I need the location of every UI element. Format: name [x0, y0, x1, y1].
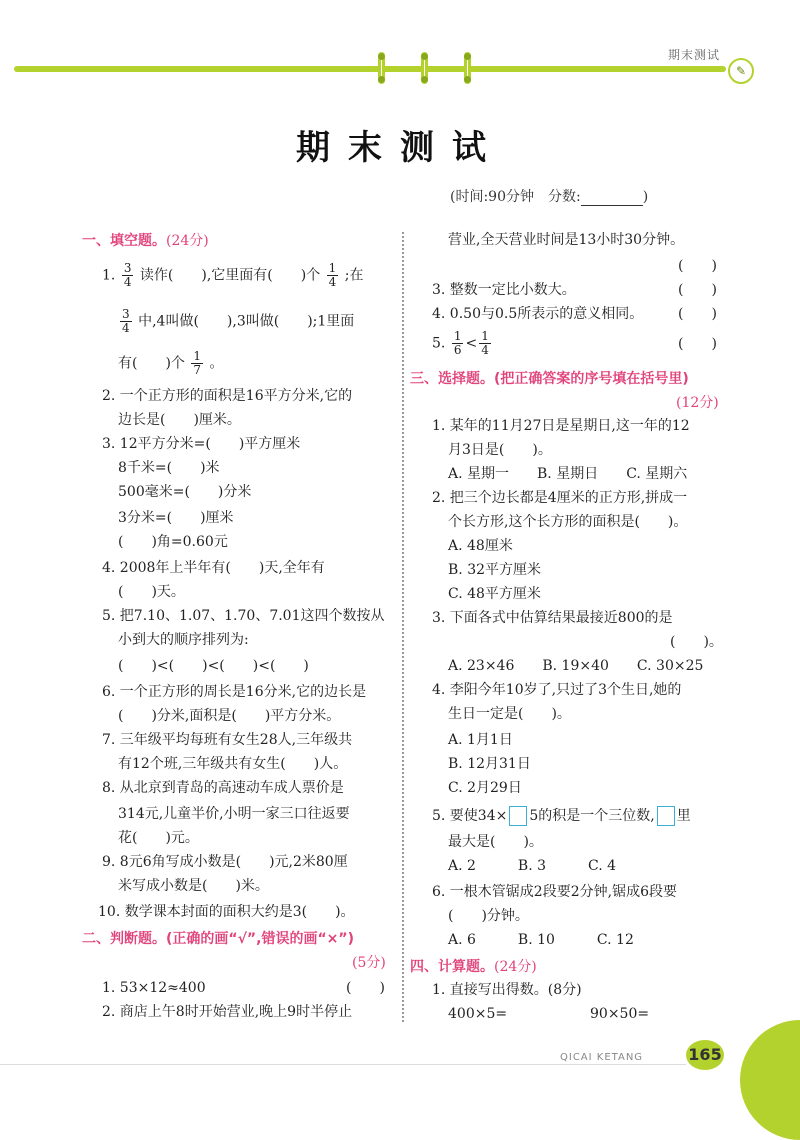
question-10: 10. 数学课本封面的面积大约是3( )。	[98, 904, 355, 920]
choice-3-options: A. 23×46 B. 19×40 C. 30×25	[448, 658, 704, 674]
question-5-cont: 小到大的顺序排列为:	[118, 632, 249, 648]
header-label: 期末测试	[668, 48, 721, 62]
judge-3: 3. 整数一定比小数大。	[432, 282, 576, 298]
choice-3: 3. 下面各式中估算结果最接近800的是	[432, 610, 673, 626]
section-calculation-title: 四、计算题。(24分)	[410, 959, 537, 975]
judge-5: 5. $\frac{1}{6}$ < $\frac{1}{4}$	[432, 329, 489, 357]
choice-1-options: A. 星期一 B. 星期日 C. 星期六	[448, 466, 688, 482]
section-true-false-title: 二、判断题。(正确的画“√”,错误的画“×”)	[82, 931, 354, 947]
page-number: 165	[686, 1040, 724, 1070]
answer-box[interactable]	[657, 806, 675, 826]
choice-4-option-c: C. 2月29日	[448, 780, 522, 796]
question-3-item: 500毫米=( )分米	[118, 484, 252, 500]
fraction: $\frac{1}{6}$	[453, 329, 462, 357]
question-8-cont: 314元,儿童半价,小明一家三口往返要	[118, 806, 350, 822]
choice-5: 5. 要使34× 5的积是一个三位数, 里	[432, 808, 691, 824]
question-3-item: 3分米=( )厘米	[118, 510, 234, 526]
binder-ring-icon	[378, 52, 385, 84]
question-7: 7. 三年级平均每班有女生28人,三年级共	[102, 732, 353, 748]
question-8: 8. 从北京到青岛的高速动车成人票价是	[102, 780, 344, 796]
judge-2-mark[interactable]: ( )	[678, 258, 717, 274]
choice-4-option-a: A. 1月1日	[448, 732, 513, 748]
page-title: 期末测试	[296, 128, 504, 168]
calc-1: 1. 直接写出得数。(8分)	[432, 982, 582, 998]
judge-1-mark[interactable]: ( )	[346, 980, 385, 996]
question-1-line-3: 有( )个 $\frac{1}{7}$ 。	[118, 349, 224, 377]
answer-box[interactable]	[509, 806, 527, 826]
section-true-false-points: (5分)	[352, 955, 386, 971]
calc-item: 400×5=	[448, 1006, 508, 1022]
fraction: $\frac{3}{4}$	[123, 261, 132, 289]
choice-5-options: A. 2 B. 3 C. 4	[448, 858, 617, 874]
question-2: 2. 一个正方形的面积是16平方分米,它的	[102, 388, 353, 404]
choice-4-option-b: B. 12月31日	[448, 756, 531, 772]
calc-item: 90×50=	[590, 1006, 650, 1022]
binder-ring-icon	[421, 52, 428, 84]
judge-2-cont: 营业,全天营业时间是13小时30分钟。	[448, 232, 685, 248]
footer-brand: QICAI KETANG	[560, 1052, 644, 1063]
judge-5-mark[interactable]: ( )	[678, 336, 717, 352]
section-choice-title: 三、选择题。(把正确答案的序号填在括号里)	[410, 371, 689, 387]
score-blank[interactable]	[581, 191, 643, 206]
question-3-item: ( )角=0.60元	[118, 534, 228, 550]
choice-2-option-a: A. 48厘米	[448, 538, 513, 554]
question-4-cont: ( )天。	[118, 584, 185, 600]
judge-2: 2. 商店上午8时开始营业,晚上9时半停止	[102, 1004, 353, 1020]
binder-ring-icon	[464, 52, 471, 84]
question-9: 9. 8元6角写成小数是( )元,2米80厘	[102, 854, 348, 870]
choice-6-cont: ( )分钟。	[448, 908, 529, 924]
judge-1: 1. 53×12≈400	[102, 980, 206, 996]
choice-2-cont: 个长方形,这个长方形的面积是( )。	[448, 514, 688, 530]
fraction: $\frac{1}{7}$	[193, 349, 202, 377]
fraction: $\frac{3}{4}$	[122, 307, 130, 335]
corner-decoration	[740, 1020, 800, 1140]
mascot-icon: ✎	[728, 58, 754, 84]
question-7-cont: 有12个班,三年级共有女生( )人。	[118, 756, 348, 772]
question-2-cont: 边长是( )厘米。	[118, 412, 241, 428]
choice-2-option-b: B. 32平方厘米	[448, 562, 542, 578]
choice-4: 4. 李阳今年10岁了,只过了3个生日,她的	[432, 682, 682, 698]
footer-line	[0, 1064, 686, 1065]
question-5-answer: ( )<( )<( )<( )	[118, 658, 309, 674]
choice-1-cont: 月3日是( )。	[448, 442, 552, 458]
question-3: 3. 12平方分米=( )平方厘米	[102, 436, 301, 452]
question-4: 4. 2008年上半年有( )天,全年有	[102, 560, 325, 576]
choice-2-option-c: C. 48平方厘米	[448, 586, 541, 602]
section-choice-points: (12分)	[676, 395, 719, 411]
column-divider	[402, 232, 404, 1022]
judge-4-mark[interactable]: ( )	[678, 306, 717, 322]
question-9-cont: 米写成小数是( )米。	[118, 878, 269, 894]
question-5: 5. 把7.10、1.07、1.70、7.01这四个数按从	[102, 608, 385, 624]
question-6-cont: ( )分米,面积是( )平方分米。	[118, 708, 341, 724]
fraction: $\frac{1}{4}$	[328, 261, 337, 289]
choice-4-cont: 生日一定是( )。	[448, 706, 571, 722]
fraction: $\frac{1}{4}$	[481, 329, 489, 357]
question-8-cont: 花( )元。	[118, 830, 199, 846]
choice-5-cont: 最大是( )。	[448, 834, 543, 850]
choice-3-blank: ( )。	[670, 634, 723, 650]
question-6: 6. 一个正方形的周长是16分米,它的边长是	[102, 684, 367, 700]
question-3-item: 8千米=( )米	[118, 460, 220, 476]
choice-1: 1. 某年的11月27日是星期日,这一年的12	[432, 418, 690, 434]
judge-4: 4. 0.50与0.5所表示的意义相同。	[432, 306, 644, 322]
question-1-line-2: $\frac{3}{4}$ 中,4叫做( ),3叫做( );1里面	[122, 307, 355, 335]
choice-6: 6. 一根木管锯成2段要2分钟,锯成6段要	[432, 884, 677, 900]
choice-6-options: A. 6 B. 10 C. 12	[448, 932, 634, 948]
section-fill-blank-title: 一、填空题。(24分)	[82, 233, 209, 249]
question-1-line-1: 1. $\frac{3}{4}$ 读作( ),它里面有( )个 $\frac{1}{4}$ ;在	[102, 261, 364, 289]
header-bar	[14, 66, 726, 72]
judge-3-mark[interactable]: ( )	[678, 282, 717, 298]
time-info: (时间:90分钟 分数: )	[450, 189, 649, 205]
choice-2: 2. 把三个边长都是4厘米的正方形,拼成一	[432, 490, 688, 506]
